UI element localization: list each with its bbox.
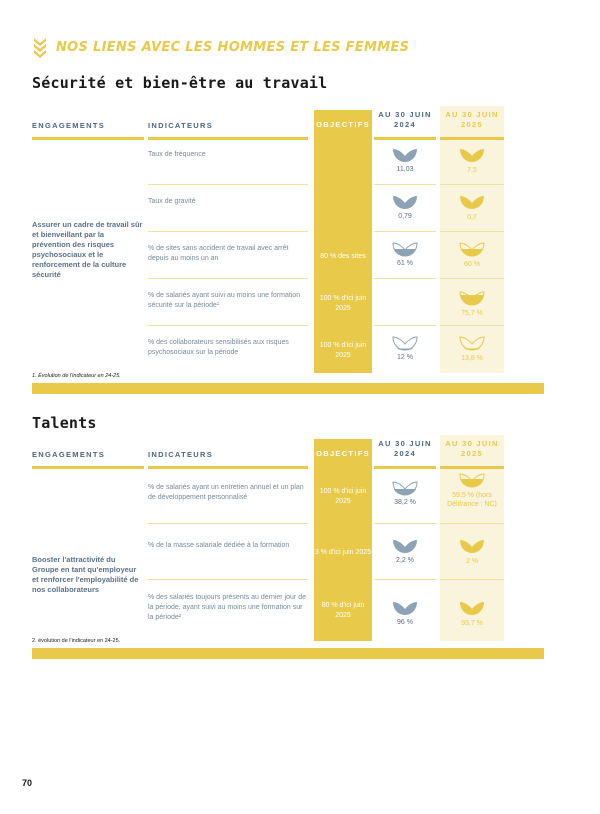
leaf-half-icon: [459, 471, 485, 489]
cell-divider: [440, 579, 504, 580]
indicator-label: % des collaborateurs sensibilisés aux risques psychosociaux sur la période: [148, 339, 289, 356]
table-row: [148, 234, 504, 281]
table-row: [148, 469, 504, 527]
cell-divider: [374, 278, 436, 279]
table-row: [148, 583, 504, 641]
column-header-objectifs: OBJECTIFS: [314, 439, 372, 469]
leaf-down-icon: [392, 537, 418, 555]
leaf-full-icon: [392, 599, 418, 617]
section-title: NOS LIENS AVEC LES HOMMES ET LES FEMMES: [56, 39, 410, 55]
table-row: [148, 140, 504, 187]
footnote: 2. évolution de l'indicateur en 24-25.: [32, 638, 121, 644]
leaf-outline-icon: [459, 334, 485, 352]
objective-value: 80 % des sites: [314, 240, 372, 274]
column-header-2024: AU 30 JUIN 2024: [374, 110, 436, 140]
row-divider: [148, 325, 308, 326]
row-divider: [148, 523, 308, 524]
leaf-half-icon: [392, 479, 418, 497]
wheat-icon: [32, 36, 48, 58]
cell-divider: [440, 184, 504, 185]
indicator-label: % de salariés ayant un entretien annuel et un plan de développement personnalisé: [148, 484, 304, 501]
objective-value: 100 % d'ici juin 2025: [314, 332, 372, 370]
leaf-half-icon: [459, 240, 485, 258]
row-divider: [148, 579, 308, 580]
column-header-indicateurs: INDICATEURS: [148, 450, 308, 469]
row-divider: [148, 184, 308, 185]
indicator-label: % de la masse salariale dédiée à la formation: [148, 542, 290, 549]
cell-divider: [374, 231, 436, 232]
column-header-2025: AU 30 JUIN 2025: [440, 435, 504, 469]
cell-divider: [440, 231, 504, 232]
table-row: [148, 281, 504, 328]
value-2024: 96 %: [374, 599, 436, 626]
section-divider-bar: [32, 648, 544, 659]
value-2024: 2,2 %: [374, 537, 436, 564]
leaf-down-icon: [459, 537, 485, 555]
engagement-text: Booster l'attractivité du Groupe en tant qu'employeur et renforcer l'employabilité de nos collaborateurs: [32, 555, 139, 594]
leaf-mostly-icon: [459, 289, 485, 307]
indicator-label: Taux de gravité: [148, 198, 196, 205]
indicator-label: % de sites sans accident de travail avec arrêt depuis au moins un an: [148, 245, 289, 262]
value-2025: 13,8 %: [440, 334, 504, 363]
objective-value: 100 % d'ici juin 2025: [314, 285, 372, 323]
value-2025: 0,7: [440, 193, 504, 222]
leaf-full-icon: [459, 599, 485, 617]
indicator-label: % de salariés ayant suivi au moins une formation sécurité sur la période¹: [148, 292, 301, 309]
row-divider: [148, 278, 308, 279]
table-header: [32, 108, 544, 140]
table-row: [148, 527, 504, 583]
leaf-down-icon: [392, 193, 418, 211]
value-2025: 93,7 %: [440, 599, 504, 628]
column-header-2025: AU 30 JUIN 2025: [440, 106, 504, 140]
value-2025: 59,5 % (hors Délifrance : NC): [440, 471, 504, 509]
cell-divider: [374, 184, 436, 185]
table-row: [148, 187, 504, 234]
column-header-indicateurs: INDICATEURS: [148, 121, 308, 140]
page-number: 70: [22, 778, 33, 788]
row-divider: [148, 231, 308, 232]
leaf-outline-icon: [392, 334, 418, 352]
footnote: 1. Évolution de l'indicateur en 24-25.: [32, 373, 121, 379]
value-2024: 11,03: [374, 146, 436, 173]
value-2025: 75,7 %: [440, 289, 504, 318]
section-divider-bar: [32, 383, 544, 394]
table-title-securite: Sécurité et bien-être au travail: [32, 74, 328, 92]
value-2024: 61 %: [374, 240, 436, 267]
cell-divider: [440, 325, 504, 326]
column-header-objectifs: OBJECTIFS: [314, 110, 372, 140]
column-header-engagements: ENGAGEMENTS: [32, 121, 144, 140]
cell-divider: [440, 278, 504, 279]
cell-divider: [374, 325, 436, 326]
value-2025: 2 %: [440, 537, 504, 566]
value-2025: 7,5: [440, 146, 504, 175]
indicator-label: % des salariés toujours présents au dernier jour de la période, ayant suivi au moins une formation sur la période²: [148, 594, 306, 621]
table-talents: [32, 437, 544, 627]
objective-value: 100 % d'ici juin 2025: [314, 477, 372, 517]
table-securite: [32, 108, 544, 362]
cell-divider: [440, 523, 504, 524]
leaf-down-icon: [459, 146, 485, 164]
leaf-down-icon: [392, 146, 418, 164]
table-title-talents: Talents: [32, 414, 97, 432]
table-header: [32, 437, 544, 469]
section-header: [32, 36, 409, 58]
objective-value: 80 % d'ici juin 2025: [314, 589, 372, 633]
value-2025: 60 %: [440, 240, 504, 269]
indicator-label: Taux de fréquence: [148, 151, 206, 158]
cell-divider: [374, 579, 436, 580]
objective-value: 3 % d'ici juin 2025: [314, 533, 372, 573]
column-header-2024: AU 30 JUIN 2024: [374, 439, 436, 469]
column-header-engagements: ENGAGEMENTS: [32, 450, 144, 469]
value-2024: 0,79: [374, 193, 436, 220]
engagement-text: Assurer un cadre de travail sûr et bienveillant par la prévention des risques psychosociaux et le renforcement de la culture sécurité: [32, 220, 143, 279]
cell-divider: [374, 523, 436, 524]
value-2024: 38,2 %: [374, 479, 436, 506]
value-2024: 12 %: [374, 334, 436, 361]
leaf-half-icon: [392, 240, 418, 258]
leaf-down-icon: [459, 193, 485, 211]
table-row: [148, 328, 504, 373]
